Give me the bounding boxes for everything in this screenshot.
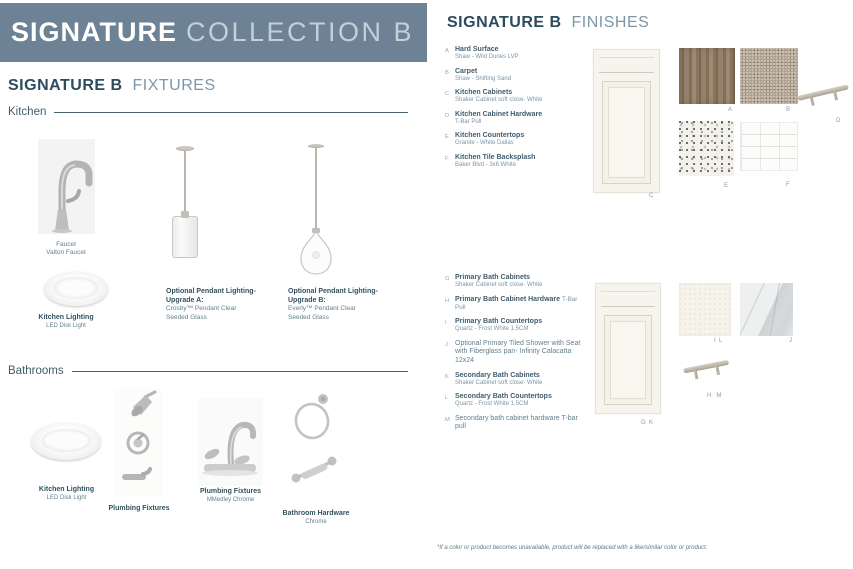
finish-detail: Secondary bath cabinet hardware T-bar pull	[455, 414, 578, 430]
finish-detail: Shaker Cabinet soft close- White	[455, 282, 543, 288]
fixtures-heading	[8, 77, 216, 95]
swatch-label-c: C	[649, 193, 654, 199]
finish-title: Secondary Bath Cabinets	[455, 371, 540, 379]
cabinet-drawer-rail	[599, 57, 654, 73]
kitchen-disk-light-image	[44, 271, 108, 306]
tbar-pull-leg	[715, 366, 720, 375]
finish-detail: Granite - White Dallas	[455, 140, 514, 146]
finish-letter: A	[445, 48, 449, 54]
cabinet-door-panel	[602, 81, 651, 184]
finish-detail: Baker Blvd - 3x6 White	[455, 161, 517, 168]
finish-item-k	[445, 372, 587, 387]
finish-item-i	[445, 318, 587, 333]
finish-letter: M	[445, 416, 450, 423]
kitchen-lighting-caption	[16, 314, 116, 330]
finish-letter: H	[445, 297, 450, 304]
shower-fixtures-title: Plumbing Fixtures	[108, 505, 170, 512]
finish-detail: Shaker Cabinet soft close- White	[455, 97, 543, 103]
tile-backsplash-swatch	[740, 122, 798, 171]
kitchen-faucet-image	[38, 139, 95, 234]
finish-item-j	[445, 340, 587, 366]
tbar-pull-bar	[797, 84, 849, 101]
finish-title: Primary Bath Cabinet Hardware T-Bar Pull	[455, 295, 578, 311]
pendant-a-title: Optional Pendant Lighting- Upgrade A:	[166, 288, 256, 304]
finish-title: Primary Bath Cabinets	[455, 274, 531, 281]
finishes-heading	[447, 14, 649, 32]
swatch-label-a: A	[728, 107, 733, 113]
bath-hardware-title: Bathroom Hardware	[282, 510, 350, 517]
finish-title: Kitchen Cabinet Hardware	[455, 110, 543, 118]
kitchen-lighting-title: Kitchen Lighting	[38, 314, 94, 321]
finishes-list-kitchen	[445, 46, 587, 175]
finish-item-h	[445, 296, 587, 312]
fixtures-heading-primary: SIGNATURE B	[8, 77, 123, 94]
tbar-pull-leg	[810, 96, 815, 106]
finish-title: Hard Surface	[455, 46, 499, 53]
bath-faucet-icon	[198, 398, 263, 486]
fixtures-heading-secondary: FIXTURES	[132, 77, 216, 94]
kitchen-section-label: Kitchen	[8, 106, 47, 118]
kitchen-faucet-caption	[16, 241, 116, 257]
pendant-b-desc: Everly™ Pendant Clear Seeded Glass	[288, 305, 356, 321]
kitchen-section-rule-line	[54, 112, 408, 113]
carpet-swatch	[740, 48, 798, 104]
finish-letter: J	[445, 341, 448, 348]
finish-letter: E	[445, 134, 449, 140]
finishes-list-bath	[445, 274, 587, 438]
finish-letter: I	[445, 320, 447, 326]
footnote: *If a color or product becomes unavailable, product will be replaced with a like/similar color or product.	[437, 545, 708, 551]
towel-ring-icon	[292, 390, 336, 442]
finish-title: Primary Bath Countertops	[455, 318, 543, 325]
finish-title: Kitchen Countertops	[455, 132, 525, 139]
cabinet-door-panel	[604, 315, 652, 405]
finish-title: Carpet	[455, 67, 478, 75]
finish-item-m	[445, 415, 587, 432]
banner-title-secondary: COLLECTION B	[186, 17, 415, 47]
finish-item-c	[445, 89, 587, 104]
bathrooms-section-header	[8, 365, 408, 377]
bath-hardware-subtitle: Chrome	[305, 519, 327, 525]
disk-light-lens	[54, 277, 99, 299]
finish-letter: D	[445, 112, 450, 119]
pendant-a-socket	[181, 211, 189, 218]
finish-item-b	[445, 68, 587, 83]
finish-letter: G	[445, 276, 450, 282]
finish-title: Kitchen Tile Backsplash	[455, 153, 536, 161]
calacatta-shower-swatch	[740, 283, 793, 336]
swatch-label-il: I L	[714, 338, 723, 344]
swatch-label-gk: G K	[641, 420, 654, 426]
bath-faucet-caption	[183, 488, 278, 504]
pendant-a-desc: Crosby™ Pendant Clear Seeded Glass	[166, 305, 237, 321]
pendant-a-caption	[166, 288, 258, 322]
tbar-pull-leg	[833, 91, 838, 101]
bath-pull-swatch	[682, 354, 732, 388]
kitchen-lighting-subtitle: LED Disk Light	[46, 323, 86, 329]
banner-title-primary: SIGNATURE	[11, 17, 178, 47]
finish-detail: Quartz - Frost White 1.5CM	[455, 326, 529, 332]
bath-hardware-caption	[270, 510, 362, 526]
finish-letter: K	[445, 373, 449, 380]
tbar-pull-bar	[683, 360, 729, 374]
pendant-b-rod	[315, 147, 317, 229]
finish-detail: Quartz - Frost White 1.5CM	[455, 401, 529, 407]
shower-fixtures-caption	[99, 505, 179, 513]
pendant-a-shade	[172, 216, 198, 258]
finish-detail: Shaker Cabinet soft close- White	[455, 379, 543, 386]
tbar-pull-leg	[694, 370, 699, 379]
bath-lighting-caption	[14, 486, 119, 502]
pendant-b-title: Optional Pendant Lighting- Upgrade B:	[288, 288, 378, 304]
kitchen-pull-swatch	[796, 78, 853, 115]
kitchen-faucet-subtitle: Valton Faucet	[46, 249, 86, 256]
bath-lighting-subtitle: LED Disk Light	[46, 495, 87, 501]
bathrooms-section-label: Bathrooms	[8, 365, 64, 377]
bathrooms-section-rule-line	[72, 371, 408, 372]
shower-set-icon	[115, 389, 163, 497]
swatch-label-b: B	[786, 107, 791, 113]
finishes-heading-primary: SIGNATURE B	[447, 14, 562, 31]
finish-item-g	[445, 274, 587, 289]
finish-letter: B	[445, 69, 449, 76]
swatch-label-hm: H M	[707, 393, 722, 399]
pendant-b-caption	[288, 288, 380, 322]
finishes-heading-secondary: FINISHES	[571, 14, 650, 31]
finish-title: Secondary Bath Countertops	[455, 393, 552, 400]
finish-item-f	[445, 154, 587, 169]
finish-item-a	[445, 46, 587, 61]
swatch-label-j: J	[789, 338, 792, 344]
finish-letter: L	[445, 395, 449, 401]
kitchen-cabinet-door-swatch	[593, 49, 660, 193]
finish-letter: C	[445, 91, 450, 97]
pendant-a-rod	[184, 150, 186, 216]
finish-detail: T-Bar Pull	[455, 118, 482, 125]
kitchen-section-header	[8, 106, 408, 118]
finish-item-e	[445, 132, 587, 147]
page-banner	[0, 3, 427, 62]
toilet-paper-holder-icon	[286, 450, 344, 490]
bath-faucet-image	[198, 398, 263, 486]
finish-detail: Shaw - Wild Dunes LVP	[455, 54, 519, 60]
finish-detail: Shaw - Shifting Sand	[455, 75, 512, 82]
granite-countertop-swatch	[679, 121, 734, 176]
hard-surface-swatch	[679, 48, 735, 104]
finish-item-l	[445, 393, 587, 408]
bath-faucet-subtitle: MMedley Chrome	[206, 497, 255, 503]
bath-faucet-title: Plumbing Fixtures	[199, 488, 262, 495]
cabinet-drawer-rail	[601, 291, 655, 307]
quartz-countertop-swatch	[679, 283, 731, 336]
kitchen-faucet-title: Faucet	[56, 241, 76, 248]
swatch-label-e: E	[724, 183, 729, 189]
faucet-icon	[38, 139, 95, 234]
swatch-label-d: D	[836, 118, 841, 124]
bath-disk-light-image	[31, 422, 101, 460]
finish-letter: F	[445, 155, 449, 162]
swatch-label-f: F	[786, 182, 790, 188]
shower-fixtures-image	[115, 389, 163, 497]
disk-light-lens	[42, 429, 91, 453]
bath-lighting-title: Kitchen Lighting	[38, 486, 95, 493]
finish-detail: Optional Primary Tiled Shower with Seat with Fiberglass pan- Infinity Calacatta 12x24	[455, 339, 581, 364]
finish-item-d	[445, 111, 587, 126]
finish-title: Kitchen Cabinets	[455, 89, 513, 96]
pendant-b-shade	[299, 228, 333, 276]
finish-detail: T-Bar Pull	[455, 295, 578, 311]
bath-cabinet-door-swatch	[595, 283, 661, 414]
